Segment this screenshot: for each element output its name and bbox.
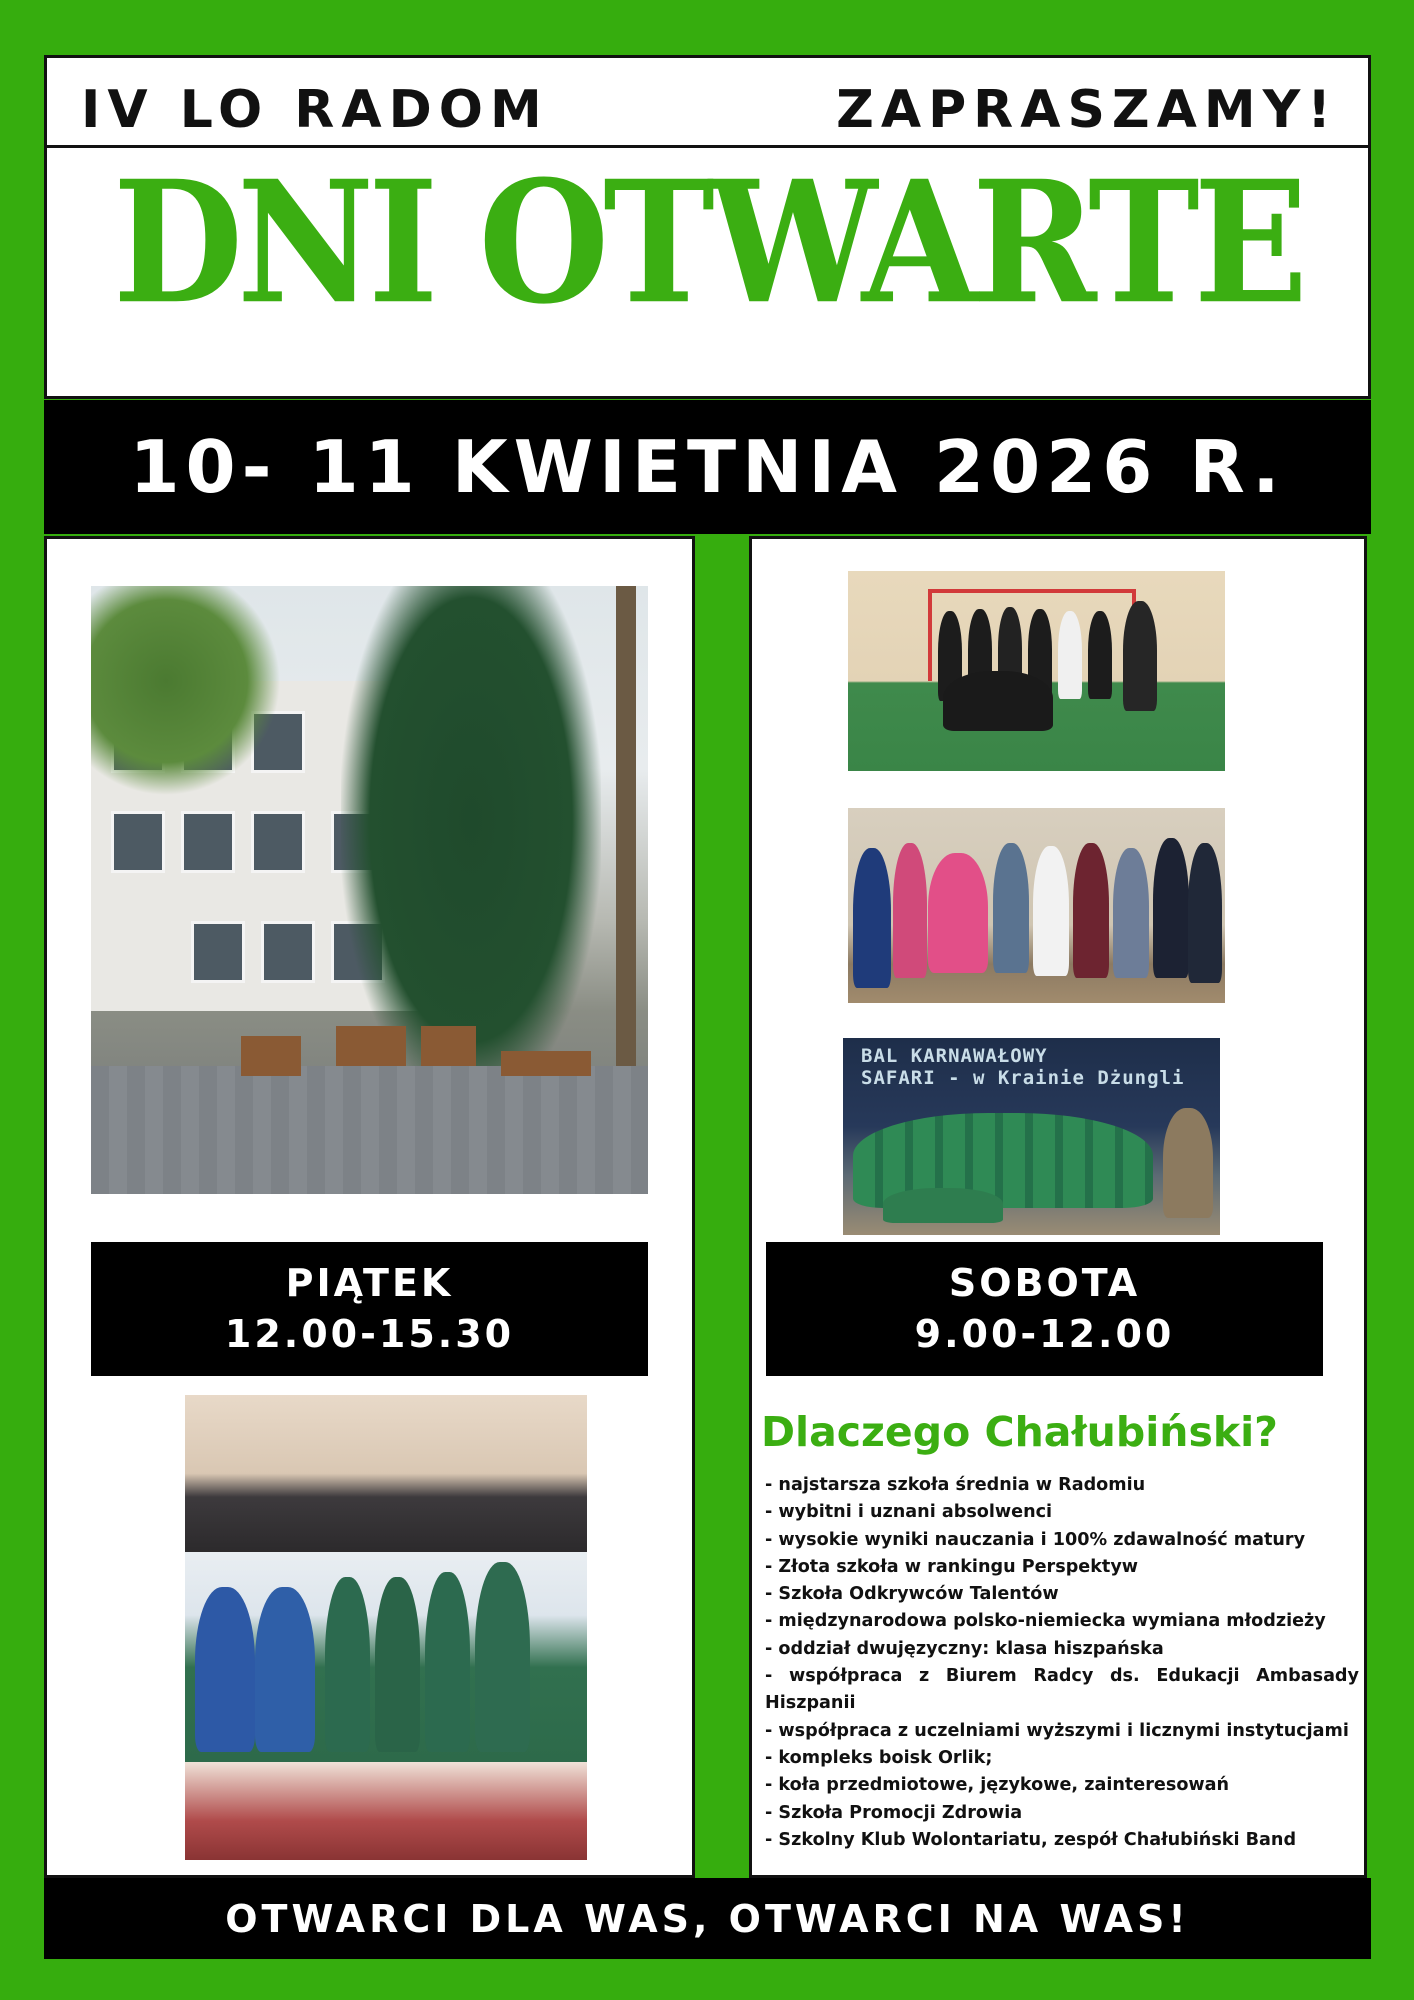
person bbox=[375, 1577, 420, 1752]
collage-christmas-group bbox=[185, 1762, 587, 1860]
saturday-hours: 9.00-12.00 bbox=[914, 1312, 1175, 1356]
collage-medical-uniforms bbox=[185, 1552, 587, 1762]
person bbox=[1123, 601, 1157, 711]
invite-text: ZAPRASZAMY! bbox=[836, 80, 1338, 140]
carnival-banner bbox=[861, 1046, 1184, 1090]
person bbox=[255, 1587, 315, 1752]
person bbox=[1163, 1108, 1213, 1218]
header-top-row bbox=[47, 58, 1368, 148]
bench bbox=[241, 1036, 301, 1076]
person bbox=[195, 1587, 255, 1752]
carnival-banner-line1: BAL KARNAWAŁOWY bbox=[861, 1045, 1048, 1067]
person bbox=[943, 671, 1053, 731]
students-group-photo bbox=[848, 808, 1225, 1003]
person bbox=[893, 843, 927, 978]
carnival-banner-line2: SAFARI - w Krainie Dżungli bbox=[861, 1066, 1185, 1089]
person bbox=[1113, 848, 1149, 978]
friday-day: PIĄTEK bbox=[285, 1260, 454, 1305]
carnival-photo bbox=[843, 1038, 1220, 1235]
footer-banner bbox=[44, 1878, 1371, 1959]
footer-slogan: OTWARCI DLA WAS, OTWARCI NA WAS! bbox=[225, 1896, 1190, 1941]
list-item: - współpraca z uczelniami wyższymi i licznymi instytucjami bbox=[765, 1720, 1349, 1741]
list-item: - kompleks boisk Orlik; bbox=[765, 1747, 993, 1768]
list-item: - Złota szkoła w rankingu Perspektyw bbox=[765, 1556, 1139, 1577]
why-heading: Dlaczego Chałubiński? bbox=[761, 1408, 1278, 1456]
person bbox=[325, 1577, 370, 1752]
date-banner bbox=[44, 400, 1371, 534]
friday-hours: 12.00-15.30 bbox=[224, 1312, 515, 1356]
list-item: - współpraca z Biurem Radcy ds. Edukacji Ambasady Hiszpanii bbox=[765, 1666, 1359, 1714]
list-item: - najstarsza szkoła średnia w Radomiu bbox=[765, 1475, 1146, 1495]
person bbox=[1058, 611, 1082, 699]
saturday-hours-box bbox=[766, 1242, 1323, 1376]
list-item: - oddział dwujęzyczny: klasa hiszpańska bbox=[765, 1638, 1164, 1659]
saturday-day: SOBOTA bbox=[948, 1260, 1141, 1305]
lounger bbox=[501, 1051, 591, 1076]
header-box bbox=[44, 55, 1371, 399]
sports-team-photo bbox=[848, 571, 1225, 771]
list-item: - wysokie wyniki nauczania i 100% zdawalność matury bbox=[765, 1529, 1306, 1550]
list-item: - wybitni i uznani absolwenci bbox=[765, 1502, 1053, 1523]
deciduous-tree bbox=[91, 586, 281, 796]
friday-hours-box bbox=[91, 1242, 648, 1376]
bench bbox=[421, 1026, 476, 1066]
list-item: - Szkoła Promocji Zdrowia bbox=[765, 1802, 1023, 1823]
person bbox=[993, 843, 1029, 973]
collage-photo bbox=[185, 1395, 587, 1860]
bench bbox=[336, 1026, 406, 1066]
person bbox=[1153, 838, 1189, 978]
pavement bbox=[91, 1066, 648, 1194]
why-list bbox=[765, 1472, 1359, 1854]
list-item: - międzynarodowa polsko-niemiecka wymiana młodzieży bbox=[765, 1611, 1326, 1632]
date-text: 10- 11 KWIETNIA 2026 R. bbox=[129, 425, 1286, 509]
person bbox=[928, 853, 988, 973]
list-item: - Szkolny Klub Wolontariatu, zespół Chałubiński Band bbox=[765, 1829, 1297, 1850]
list-item: - koła przedmiotowe, językowe, zainteresowań bbox=[765, 1775, 1230, 1796]
person bbox=[1188, 843, 1222, 983]
school-building-photo bbox=[91, 586, 648, 1194]
school-name: IV LO RADOM bbox=[81, 80, 549, 140]
person bbox=[1073, 843, 1109, 978]
person bbox=[1033, 846, 1069, 976]
person bbox=[425, 1572, 470, 1752]
person bbox=[853, 848, 891, 988]
person bbox=[883, 1188, 1003, 1223]
person bbox=[475, 1562, 530, 1752]
person bbox=[1088, 611, 1112, 699]
collage-group-formal bbox=[185, 1395, 587, 1552]
tree-trunk bbox=[616, 586, 636, 1106]
page-title: DNI OTWARTE bbox=[112, 144, 1303, 342]
list-item: - Szkoła Odkrywców Talentów bbox=[765, 1584, 1059, 1605]
